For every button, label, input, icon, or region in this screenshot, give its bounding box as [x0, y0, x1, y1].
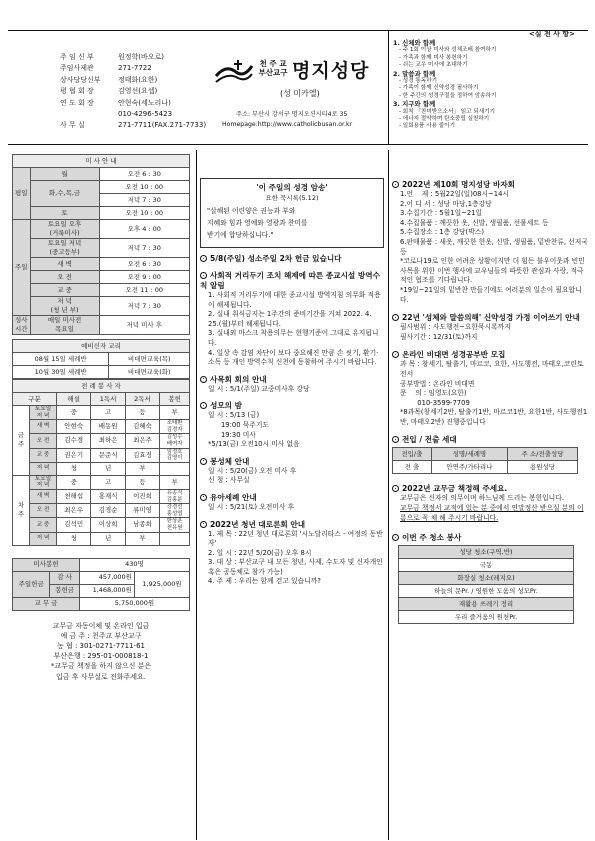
servers-slot: 새 벽	[30, 420, 57, 434]
servers-slot: 오 전	[30, 504, 57, 518]
transfer-header-cell: 성명/세례명	[431, 448, 507, 461]
info-label: 주 임 신 부	[60, 53, 94, 61]
mass-row	[13, 181, 190, 194]
offering-value: 1,468,000원	[79, 584, 134, 597]
servers-cell: 유종식 김홍분	[160, 489, 190, 503]
info-value: 원정학(바오로)	[118, 53, 165, 61]
church-logo-icon	[214, 58, 254, 86]
bazaar-item: 3.수집기간 : 5월1일~21일	[400, 209, 483, 218]
servers-cell: 김경순	[91, 504, 125, 518]
info-label: 주임사제관	[60, 64, 94, 73]
servers-cell: 김성수 배여자	[160, 434, 190, 448]
servers-cell: 김혜숙	[125, 420, 159, 434]
servers-cell: 홍재식	[91, 489, 125, 503]
mass-time: 오전 11 : 00	[99, 284, 189, 297]
info-label: 평 협 회 장	[60, 87, 94, 96]
mass-time: 오후 4 : 00	[99, 220, 189, 239]
mass-day: 새 벽	[30, 258, 99, 271]
info-value: 271-7722	[118, 64, 152, 73]
bank-info: 교무금 자동이체 및 온라인 입금 예 금 주 : 천주교 부산교구 농 협 : 301-0271-7711-61 부산은행 : 295-01-000818-1 *교무금 책정을 하지 않으신 분은 입금 후 사무실로 전화주세요.	[50, 621, 152, 681]
notice-item: 1. 사회적 거리두기에 대한 종교시설 방역지침 의무화 적용이 해제됩니다.	[208, 291, 381, 309]
offering-row	[13, 571, 190, 584]
notice-item: 일 시 : 5/20(금) 오전 미사 후	[208, 466, 297, 475]
mass-table	[12, 154, 190, 335]
offering-label: 주일헌금	[13, 571, 50, 597]
cleaning-cell: 재활용 쓰레기 정리	[399, 598, 574, 611]
catechism-type: 비대면교육(화)	[109, 366, 190, 379]
mass-day: 토요일 저녁 (중고등부)	[30, 239, 99, 258]
servers-row	[13, 475, 190, 489]
catechism-title: 예비신자 교리	[13, 340, 190, 353]
notice-block	[200, 271, 384, 368]
servers-cell: 등	[125, 406, 159, 420]
servers-header-cell: 해설	[57, 393, 91, 406]
catechism-date: 10월 30일 세례반	[13, 366, 109, 379]
confession-label: 성사 시간	[13, 316, 31, 335]
cleaning-cell: 하늘의 문Pr. / 영원한 도움의 성모Pr.	[399, 585, 574, 598]
servers-header-cell: 구분	[13, 393, 57, 406]
info-value: 김영선(요셉)	[118, 87, 158, 96]
transfer-row	[393, 461, 578, 474]
servers-table	[12, 379, 190, 546]
weekday-label: 평일	[13, 168, 31, 220]
info-row	[60, 109, 230, 120]
mass-time: 저녁 7 : 30	[99, 297, 189, 316]
bazaar-item: 4.수집물품 : 깨끗한 옷, 신발, 생필품, 선물세트 등	[400, 218, 549, 227]
mass-day: 교 중	[30, 284, 99, 297]
notice-title: 봉성체 안내	[200, 457, 384, 467]
notice-block	[200, 375, 384, 395]
servers-cell: 김석민	[57, 518, 91, 532]
notice-block	[200, 493, 384, 513]
tithe-text-1: 교무금은 신자의 의무이며 하느님께 드리는 봉헌입니다.	[400, 494, 564, 503]
practice-group-title: 2. 말씀과 함께	[393, 69, 436, 78]
confession-time: 저녁 미사 후	[99, 316, 189, 335]
practice-item: - 가족이 함께 신약성경 필사하기	[399, 85, 479, 92]
mass-row	[13, 258, 190, 271]
info-label: 연 도 회 장	[60, 98, 94, 107]
servers-cell: 문준식	[91, 448, 125, 462]
notice-item: *5/13(금) 오전10시 미사 없음	[208, 440, 300, 449]
online-item: 공부방법 : 온라인 비대면	[400, 379, 475, 388]
servers-slot: 저 녁	[30, 532, 57, 545]
offering-value: 457,000원	[79, 571, 134, 584]
servers-cell: 안현숙	[57, 420, 91, 434]
notice-block	[200, 520, 384, 588]
servers-cell: 이진희	[125, 489, 159, 503]
info-value: 010-4296-5423	[118, 110, 173, 119]
servers-cell: 고	[91, 475, 125, 489]
mass-time: 오전 9 : 00	[99, 271, 189, 284]
bible-title: 22년 '성체와 말씀의해' 신약성경 가정 이어쓰기 안내	[392, 313, 588, 323]
bullet-icon	[392, 534, 399, 541]
notice-block	[200, 401, 384, 449]
servers-cell: 중	[57, 475, 91, 489]
bazaar-item: 2.어 디 서 : 성당 마당,1층강당	[400, 199, 492, 208]
tithe-title: 2022년 교무금 책정해 주세요.	[392, 484, 588, 494]
offering-row	[13, 558, 190, 571]
notice-item: 신 청 : 사무실	[208, 476, 250, 485]
servers-cell: 부	[125, 532, 159, 545]
notice-block	[200, 457, 384, 486]
info-row	[60, 52, 230, 63]
mass-time: 저녁 7 : 30	[99, 194, 189, 207]
servers-row	[13, 434, 190, 448]
notice-item: 일 시 : 5/1(주일) 교중미사후 강당	[208, 384, 310, 393]
servers-header-cell: 봉헌	[160, 393, 190, 406]
church-address: 주소: 부산시 강서구 명지오션시티4로 35	[236, 111, 348, 118]
offering-value: 430명	[79, 558, 189, 571]
servers-title: 전 례 봉 사 자	[13, 380, 190, 393]
mass-time: 오전 6 : 30	[99, 168, 189, 181]
notice-item: 3. 대 상 : 부산교구 내 모든 청년, 사제, 수도자 및 신자개인 혹은 공동체로 참가 가능)	[208, 558, 385, 576]
notice-title: 성모의 밤	[200, 401, 384, 411]
mass-time: 오전 6 : 30	[99, 258, 189, 271]
servers-cell: 이상희	[91, 518, 125, 532]
offering-sub: 봉헌금	[50, 584, 80, 597]
bible-item: 필사범위 : 사도행전~요한묵시록까지	[400, 323, 511, 332]
church-homepage: Homepage:http://www.catholicbusan.or.kr	[222, 121, 353, 128]
notice-item: 3. 실내외 마스크 착용의무는 현행기준이 그대로 유지됩니다.	[208, 329, 379, 347]
practice-group	[393, 100, 589, 131]
bazaar-item: 6.판매물품 : 새옷, 깨끗한 헌옷, 신발, 생필품, 밑반찬류, 선저국 등	[400, 237, 591, 256]
notice-item: 2. 일 시 : 22년 5/20(금) 오후 8시	[208, 548, 312, 557]
bullet-icon	[200, 272, 207, 279]
servers-week-label: 차 주	[13, 475, 30, 545]
servers-row	[13, 532, 190, 545]
offering-row	[13, 597, 190, 610]
info-label: 상사당당신부	[60, 75, 101, 84]
info-label: 사 무 실	[60, 121, 85, 130]
servers-row	[13, 489, 190, 503]
servers-cell: 조태환 김경자	[160, 420, 190, 434]
servers-cell: 청	[57, 462, 91, 475]
bullet-icon	[392, 436, 399, 443]
mass-time: 저녁 7 : 30	[99, 239, 189, 258]
online-item: 010-3599-7709	[400, 398, 470, 407]
info-row	[60, 86, 230, 97]
offering-label: 미사봉헌	[13, 558, 80, 571]
practice-item: - 주 1회 이상 미사와 성체조배 참여하기	[399, 47, 497, 54]
catechism-row	[13, 353, 190, 366]
practice-box	[388, 30, 589, 144]
servers-cell: 최하은	[91, 434, 125, 448]
notice-item: 일 시 : 5/13 (금)	[208, 411, 260, 420]
servers-cell: 등	[125, 475, 159, 489]
offering-value: 5,750,000원	[79, 597, 189, 610]
notice-block	[200, 254, 384, 264]
servers-row	[13, 406, 190, 420]
notice-item: 4. 일상 속 감염 차단이 보다 중요해진 만큼 손 씻기, 환기·소독 등 개인 방역수칙 신천에 동참하여 주시기 바랍니다.	[208, 348, 379, 367]
offering-label: 교 무 금	[13, 597, 80, 610]
servers-row	[13, 448, 190, 462]
notice-item: 4. 주 제 : 우리는 함께 걷고 있습니까?	[208, 577, 321, 586]
verse-ref: 요한 묵시록(5.12)	[265, 194, 319, 202]
catechism-type: 비대면교육(목)	[109, 353, 190, 366]
servers-cell: 최은우	[57, 504, 91, 518]
mass-day: 월	[30, 168, 99, 181]
info-row	[60, 63, 230, 74]
practice-item: - 성경 통독하기	[399, 78, 437, 85]
transfer-cell: 전 출	[393, 461, 432, 474]
servers-cell: 고	[91, 406, 125, 420]
catechism-date: 08월 15일 세례반	[13, 353, 109, 366]
verse-title: '이 주일의 성경 암송'	[256, 183, 328, 192]
bazaar-item: 5.수집장소 : 1층 강당(박스)	[400, 228, 484, 237]
church-logo	[214, 58, 254, 86]
servers-cell: 류미영	[125, 504, 159, 518]
cleaning-row	[399, 572, 574, 585]
cleaning-table	[398, 545, 574, 624]
transfer-title: 전입 / 전출 세대	[392, 435, 588, 445]
mass-day: 토요일 오후 (거룩미사)	[30, 220, 99, 239]
notice-title: 사회적 거리두기 조치 해제에 따른 종교시설 방역수칙 알림	[200, 271, 380, 290]
diocese-name: 천 주 교 부산교구	[258, 59, 288, 77]
verse-text: "살해된 어린양은 권능과 부와 지혜와 힘과 영예와 영광과 찬미를 받기에 합당하십니다."	[207, 207, 308, 239]
cleaning-cell: 성당 청소(구역,반)	[399, 546, 574, 559]
practice-group	[393, 39, 589, 70]
bazaar-item: 1.언 제 : 5월22일(일)08시~14시	[400, 190, 509, 198]
mass-row	[13, 271, 190, 284]
practice-item: - 에너지 절약하며 탄소중립 실천하기	[399, 116, 490, 123]
servers-header-cell: 2독서	[125, 393, 159, 406]
servers-cell: 천해섭	[57, 489, 91, 503]
cleaning-cell: 화장실 청소(레지오)	[399, 572, 574, 585]
servers-cell: 김수경	[57, 434, 91, 448]
cleaning-row	[399, 598, 574, 611]
cleaning-row	[399, 585, 574, 598]
mass-row	[13, 284, 190, 297]
notice-item: 2. 실내 취식금지는 1주간의 준비기간을 거쳐 2022. 4. 25.(월)부터 해제됩니다.	[208, 310, 374, 328]
mass-title: 미 사 안 내	[13, 155, 190, 168]
cleaning-row	[399, 611, 574, 624]
transfer-header	[393, 448, 578, 461]
bullet-icon	[200, 402, 207, 409]
left-column	[12, 154, 190, 682]
notice-item: 1. 제 목 : 22년 청년 대로론회 '시노달리타스 - 여정의 동반자'	[208, 529, 383, 548]
servers-row	[13, 462, 190, 475]
info-row	[60, 75, 230, 86]
mass-day: 저 녁 (청 년 부)	[30, 297, 99, 316]
mass-row	[13, 207, 190, 220]
catechism-table	[12, 339, 190, 379]
practice-title: <실 천 사 항>	[528, 30, 575, 38]
servers-cell: 년	[91, 532, 125, 545]
practice-item: - 일회용품 사용 줄이기	[399, 123, 455, 130]
bazaar-item: *19일~21일의 밑반찬 만들기에도 여러분의 일손이 필요합니다.	[400, 285, 582, 304]
servers-slot: 저 녁	[30, 462, 57, 475]
info-value: 정태화(요한)	[118, 75, 158, 84]
info-value: 안현숙(세노리나)	[118, 98, 171, 107]
online-item: 과 목 : 창세기, 탈출기, 마르코, 요한, 사도행전, 마태오,코린토전서	[400, 360, 584, 378]
church-name: 명지성당	[292, 60, 370, 82]
notice-title: 사목회 회의 안내	[200, 375, 384, 385]
servers-cell: 권은기	[57, 448, 91, 462]
notice-title: 5/8(주일) 성소주일 2차 헌금 있습니다	[200, 254, 384, 264]
transfer-header-cell: 전입/출	[393, 448, 432, 461]
bullet-icon	[392, 181, 399, 188]
practice-item: - 회칙 「찬미받으소서」 읽고 되새기기	[399, 108, 495, 115]
notice-item: 19:30 미사	[208, 430, 256, 439]
servers-slot: 토요일 저 녁	[30, 406, 57, 420]
mass-row	[13, 220, 190, 239]
bullet-icon	[392, 485, 399, 492]
confession-row	[13, 316, 190, 335]
transfer-cell: 안연주/가타리나	[431, 461, 507, 474]
servers-cell: 한상훈 천유원	[160, 518, 190, 532]
bible-item: 필사기간 : 12/31(토)까지	[400, 332, 478, 341]
servers-slot: 교 중	[30, 518, 57, 532]
servers-cell: 배동원	[91, 420, 125, 434]
cleaning-title: 이번 주 청소 봉사	[392, 533, 588, 543]
transfer-cell: 용원성당	[508, 461, 578, 474]
practice-item: - 가족과 함께 미사 봉헌하기	[399, 54, 468, 61]
bullet-icon	[200, 521, 207, 528]
notice-title: 유아세례 안내	[200, 493, 384, 503]
mass-day: 토	[30, 207, 99, 220]
practice-group-title: 1. 신체와 함께	[393, 39, 436, 47]
servers-cell: 부	[160, 475, 190, 489]
bazaar-title: 2022년 제10회 명지성당 바자회	[392, 180, 588, 190]
notice-item: 일 시 : 5/21(토) 오전미사 후	[208, 502, 295, 511]
online-title: 온라인 비대면 성경공부반 모집	[392, 350, 588, 360]
online-item: 문 의 : 임영도(요한)	[400, 389, 467, 398]
mass-row	[13, 297, 190, 316]
notice-title: 2022년 청년 대로론회 안내	[200, 520, 384, 530]
mass-time: 오전 10 : 00	[99, 207, 189, 220]
header-info	[60, 52, 230, 132]
practice-item: - 쉬는 교우 미사에 초대하기	[399, 62, 468, 69]
servers-cell: 최은주	[125, 434, 159, 448]
mass-row	[13, 168, 190, 181]
info-row	[60, 120, 230, 131]
practice-item: - 한 주간의 성경구절을 정하여 암송하기	[399, 92, 497, 99]
offering-sub: 감 사	[50, 571, 80, 584]
mass-time: 오전 10 : 00	[99, 181, 189, 194]
tithe-text-2: 교무금 책정서 교적에 있는 분 중에서 연말정산 받으실 분의 이름으로 꼭 체 해 주시기 바랍니다.	[400, 504, 584, 522]
servers-slot: 교 중	[30, 448, 57, 462]
servers-header-cell: 1독서	[91, 393, 125, 406]
servers-cell: 부	[125, 462, 159, 475]
bullet-icon	[392, 314, 399, 321]
offering-table	[12, 558, 190, 611]
servers-cell: 임정호 김영이	[160, 448, 190, 462]
patron-saint: (성 미카엘)	[280, 89, 320, 98]
servers-cell: 강경선 홍성엽	[160, 504, 190, 518]
servers-cell: 김효정	[125, 448, 159, 462]
servers-cell: 부	[160, 406, 190, 420]
online-item: *8과목(창세기2반, 탈출기1반, 마르코1반, 요한1반, 사도행전1반, 마태오2반) 진행중입니다	[400, 408, 588, 426]
servers-slot: 토요일 저 녁	[30, 475, 57, 489]
servers-header	[13, 393, 190, 406]
verse-box	[200, 178, 384, 248]
info-value: 271-7711(FAX.271-7733)	[118, 121, 207, 130]
servers-row	[13, 420, 190, 434]
notice-item: 19:00 묵주기도	[208, 420, 269, 429]
cleaning-row	[399, 559, 574, 572]
transfer-table	[392, 447, 578, 474]
bullet-icon	[200, 494, 207, 501]
servers-slot: 오 전	[30, 434, 57, 448]
info-row	[60, 98, 230, 109]
cleaning-cell: 우리 즐거움의 원천Pr.	[399, 611, 574, 624]
mass-row	[13, 239, 190, 258]
right-column	[392, 180, 591, 624]
bullet-icon	[200, 376, 207, 383]
catechism-row	[13, 366, 190, 379]
sunday-label: 주일	[13, 220, 31, 316]
bullet-icon	[200, 458, 207, 465]
confession-day: 매일 미사전 목요일	[30, 316, 99, 335]
mass-day: 화,수,목,금	[30, 181, 99, 207]
servers-cell: 년	[91, 462, 125, 475]
info-label	[60, 109, 118, 120]
servers-week-label: 금 주	[13, 406, 30, 476]
practice-group-title: 3. 지구와 함께	[393, 100, 436, 109]
servers-cell: 청	[57, 532, 91, 545]
bullet-icon	[200, 255, 207, 262]
servers-row	[13, 504, 190, 518]
mass-day: 오 전	[30, 271, 99, 284]
middle-column	[200, 178, 384, 587]
servers-row	[13, 518, 190, 532]
practice-group	[393, 70, 589, 101]
offering-total: 1,925,000원	[134, 571, 189, 597]
cleaning-row	[399, 546, 574, 559]
servers-cell: 남종희	[125, 518, 159, 532]
bullet-icon	[392, 351, 399, 358]
servers-slot: 새 벽	[30, 489, 57, 503]
cleaning-cell: 국동	[399, 559, 574, 572]
bazaar-item: *코로나19로 인한 어려운 상황이지만 더 힘든 불우이웃과 빈민사목을 위한 이번 행사에 교우님들의 따뜻한 관심과 사랑, 적극적인 협조를 기다립니다.	[400, 257, 585, 285]
transfer-header-cell: 주 소/전출성당	[508, 448, 578, 461]
servers-cell: 중	[57, 406, 91, 420]
